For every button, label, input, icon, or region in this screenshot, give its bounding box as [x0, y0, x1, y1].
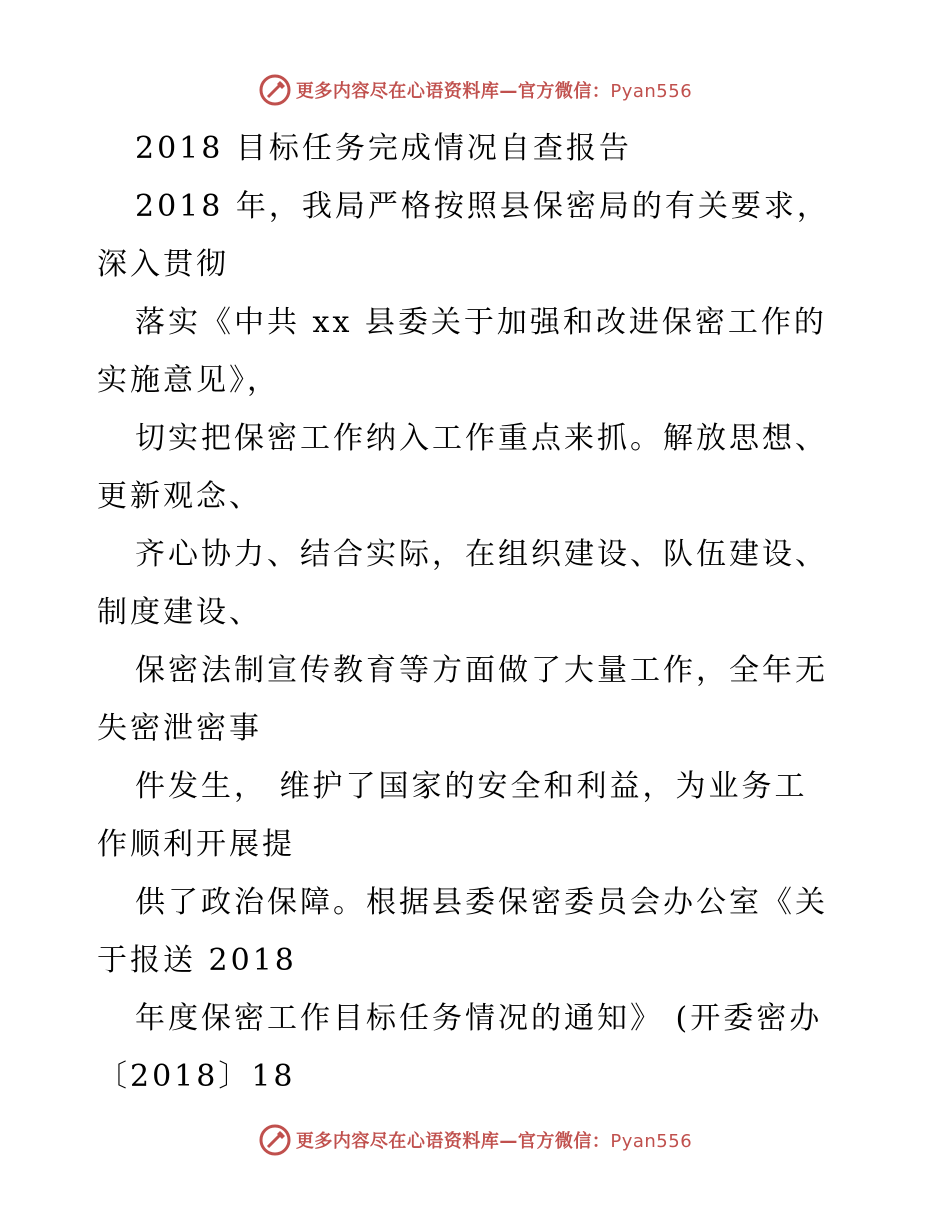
document-line: 保密法制宣传教育等方面做了大量工作，全年无: [135, 653, 828, 688]
document-line: 于报送 2018: [97, 943, 297, 978]
document-line: 深入贯彻: [97, 247, 229, 282]
logo-icon: [258, 1123, 292, 1157]
document-line: 〔2018〕18: [97, 1059, 296, 1094]
watermark-text: 更多内容尽在心语资料库—官方微信：Pyan556: [295, 1131, 693, 1152]
footer-watermark: [0, 1120, 950, 1160]
document-line: 制度建设、: [97, 595, 262, 630]
document-line: 失密泄密事: [97, 711, 262, 746]
document-line: 2018 年，我局严格按照县保密局的有关要求，: [135, 189, 830, 224]
document-line: 切实把保密工作纳入工作重点来抓。解放思想、: [135, 421, 828, 456]
document-line: 年度保密工作目标任务情况的通知》 (开委密办: [135, 1001, 823, 1036]
document-line: 2018 目标任务完成情况自查报告: [135, 131, 632, 166]
document-body: [97, 120, 857, 1106]
logo-icon: [258, 73, 292, 107]
document-line: 实施意见》，: [97, 363, 280, 398]
document-line: 供了政治保障。根据县委保密委员会办公室《关: [135, 885, 828, 920]
header-watermark: [0, 70, 950, 110]
document-line: 件发生， 维护了国家的安全和利益，为业务工: [135, 769, 808, 804]
document-line: 更新观念、: [97, 479, 262, 514]
document-line: 落实《中共 xx 县委关于加强和改进保密工作的: [135, 305, 827, 340]
watermark-text: 更多内容尽在心语资料库—官方微信：Pyan556: [295, 81, 693, 102]
document-line: 齐心协力、结合实际，在组织建设、队伍建设、: [135, 537, 828, 572]
document-line: 作顺利开展提: [97, 827, 295, 862]
